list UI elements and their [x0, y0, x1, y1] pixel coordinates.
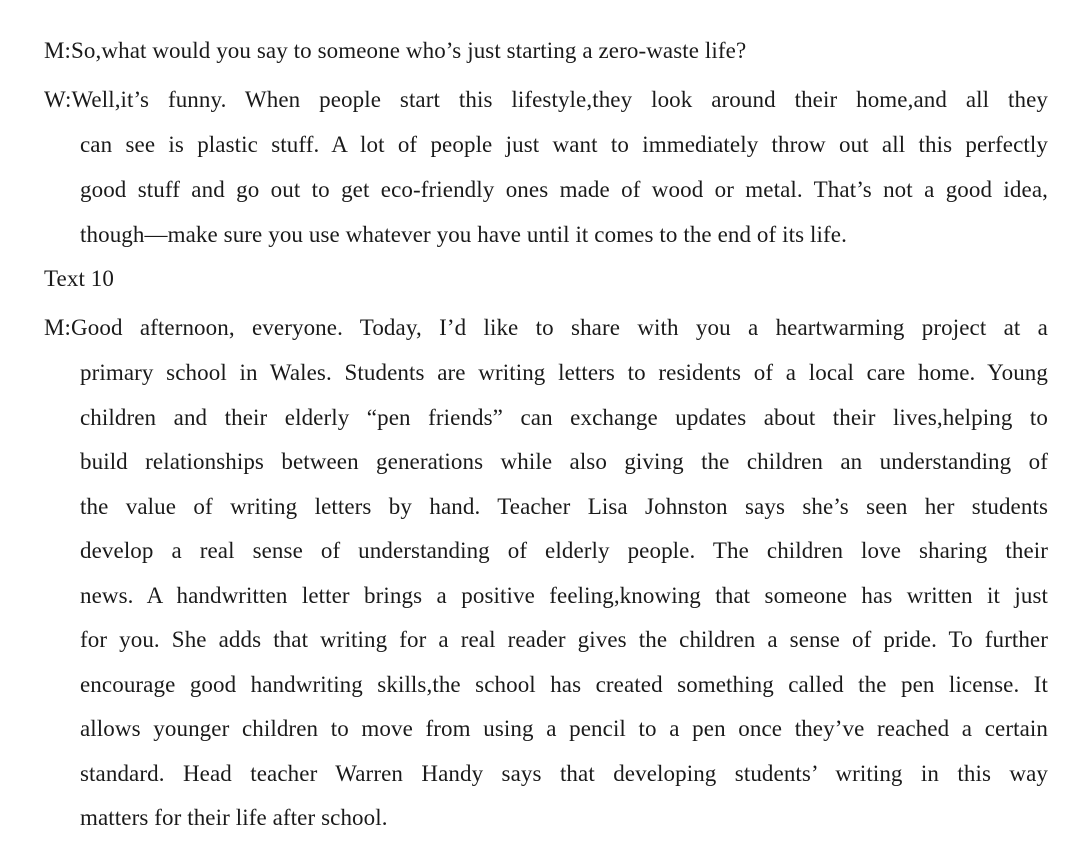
monologue-continuation: build relationships between generations while also giving the children an understanding of	[80, 449, 1048, 474]
monologue-continuation: primary school in Wales. Students are writing letters to residents of a local care home. Young	[80, 360, 1048, 385]
monologue-continuation: allows younger children to move from using a pencil to a pen once they’ve reached a certain	[80, 716, 1048, 741]
monologue-continuation: develop a real sense of understanding of elderly people. The children love sharing their	[80, 538, 1048, 563]
dialogue-continuation: though—make sure you use whatever you have until it comes to the end of its life.	[80, 222, 847, 247]
monologue-continuation: matters for their life after school.	[80, 805, 388, 830]
monologue-continuation: encourage good handwriting skills,the school has created something called the pen license. It	[80, 672, 1048, 697]
monologue-continuation: for you. She adds that writing for a real reader gives the children a sense of pride. To further	[80, 627, 1048, 652]
dialogue-line-m: M:So,what would you say to someone who’s just starting a zero-waste life?	[44, 38, 747, 63]
monologue-continuation: standard. Head teacher Warren Handy says that developing students’ writing in this way	[80, 761, 1048, 786]
monologue-continuation: the value of writing letters by hand. Teacher Lisa Johnston says she’s seen her students	[80, 494, 1048, 519]
dialogue-continuation: can see is plastic stuff. A lot of people just want to immediately throw out all this perfectly	[80, 132, 1048, 157]
section-heading: Text 10	[44, 266, 114, 291]
dialogue-line-w: W:Well,it’s funny. When people start this lifestyle,they look around their home,and all they	[44, 87, 1048, 112]
monologue-continuation: news. A handwritten letter brings a positive feeling,knowing that someone has written it just	[80, 583, 1048, 608]
dialogue-continuation: good stuff and go out to get eco-friendly ones made of wood or metal. That’s not a good idea,	[80, 177, 1048, 202]
monologue-line-m: M:Good afternoon, everyone. Today, I’d like to share with you a heartwarming project at a	[44, 315, 1048, 340]
monologue-continuation: children and their elderly “pen friends” can exchange updates about their lives,helping to	[80, 405, 1048, 430]
